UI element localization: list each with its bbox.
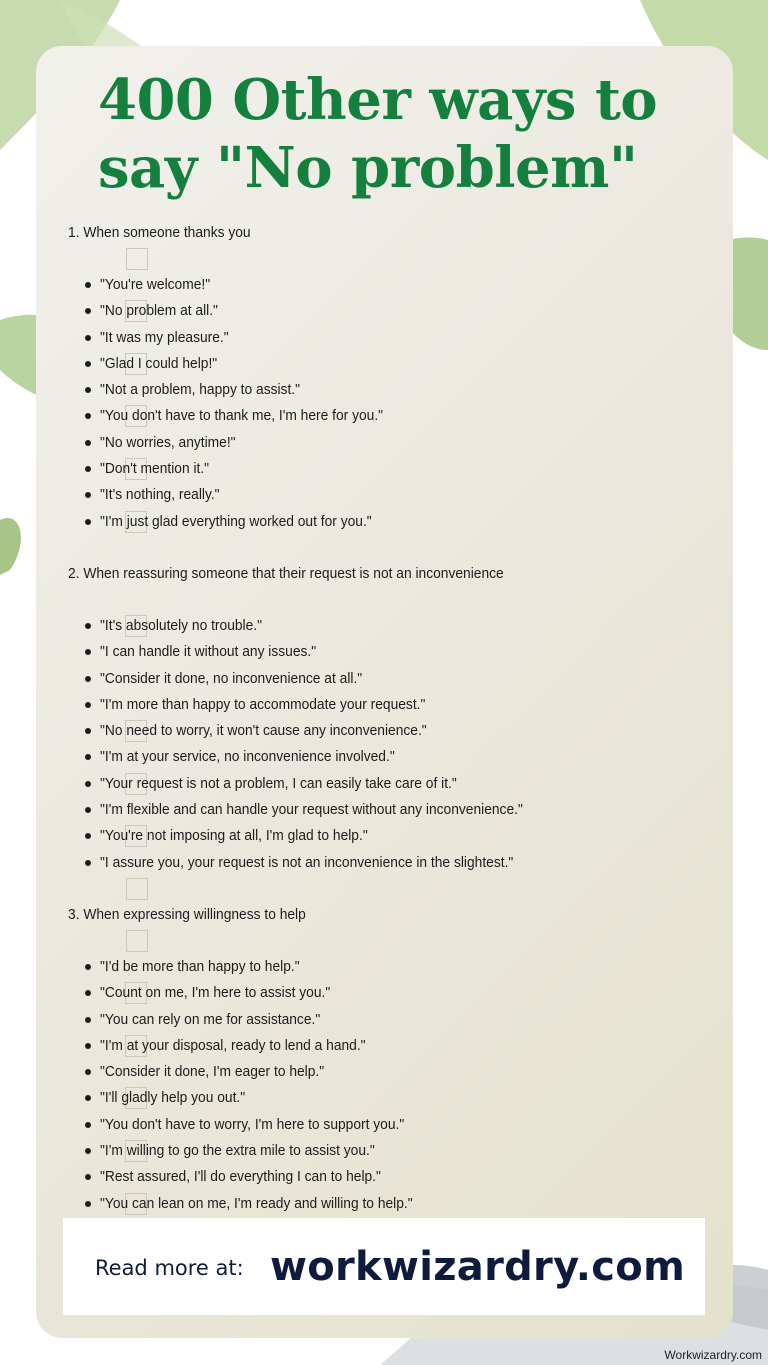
item-list — [68, 954, 708, 1217]
list-item: "Rest assured, I'll do everything I can to help." — [68, 1164, 708, 1190]
bullet-icon — [85, 649, 91, 655]
bullet-icon — [85, 466, 91, 472]
bullet-icon — [85, 1017, 91, 1023]
section-heading: 2. When reassuring someone that their request is not an inconvenience — [68, 564, 504, 582]
bullet-icon — [85, 361, 91, 367]
list-item: "I'd be more than happy to help." — [68, 954, 708, 980]
spacer — [68, 876, 708, 902]
bullet-icon — [85, 387, 91, 393]
list-item: "You can rely on me for assistance." — [68, 1007, 708, 1033]
list-item: "I'll gladly help you out." — [68, 1085, 708, 1111]
list-item: "You don't have to worry, I'm here to support you." — [68, 1112, 708, 1138]
credit-watermark: Workwizardry.com — [664, 1348, 762, 1362]
list-item: "It's nothing, really." — [68, 482, 708, 508]
website-link[interactable]: workwizardry.com — [270, 1244, 686, 1290]
bullet-icon — [85, 492, 91, 498]
bullet-icon — [85, 754, 91, 760]
bullet-icon — [85, 781, 91, 787]
bullet-icon — [85, 623, 91, 629]
spacer — [68, 928, 708, 954]
list-item: "Not a problem, happy to assist." — [68, 377, 708, 403]
bullet-icon — [85, 1069, 91, 1075]
list-item: "I'm at your disposal, ready to lend a hand." — [68, 1033, 708, 1059]
list-item: "No need to worry, it won't cause any inconvenience." — [68, 718, 708, 744]
bullet-icon — [85, 807, 91, 813]
list-item: "No problem at all." — [68, 298, 708, 324]
list-item: "Your request is not a problem, I can easily take care of it." — [68, 771, 708, 797]
bullet-icon — [85, 1201, 91, 1207]
bullet-icon — [85, 1043, 91, 1049]
list-item: "I'm more than happy to accommodate your request." — [68, 692, 708, 718]
bullet-icon — [85, 1122, 91, 1128]
list-item: "Don't mention it." — [68, 456, 708, 482]
list-item: "You're welcome!" — [68, 272, 708, 298]
list-item: "It was my pleasure." — [68, 325, 708, 351]
spacer — [68, 587, 708, 613]
list-item: "You're not imposing at all, I'm glad to help." — [68, 823, 708, 849]
section-heading: 3. When expressing willingness to help — [68, 905, 306, 923]
bullet-icon — [85, 335, 91, 341]
checkbox-outline-icon — [126, 248, 148, 270]
list-item: "It's absolutely no trouble." — [68, 613, 708, 639]
spacer — [68, 246, 708, 272]
bullet-icon — [85, 964, 91, 970]
bullet-icon — [85, 833, 91, 839]
bullet-icon — [85, 676, 91, 682]
section-heading: 1. When someone thanks you — [68, 224, 251, 241]
list-item: "You can lean on me, I'm ready and willing to help." — [68, 1191, 708, 1217]
bullet-icon — [85, 413, 91, 419]
bullet-icon — [85, 728, 91, 734]
list-item: "Consider it done, no inconvenience at all." — [68, 666, 708, 692]
list-item: "I'm flexible and can handle your request without any inconvenience." — [68, 797, 708, 823]
list-item: "I'm just glad everything worked out for you." — [68, 509, 708, 535]
item-list — [68, 613, 708, 876]
page-title: 400 Other ways to say "No problem" — [98, 67, 658, 201]
bullet-icon — [85, 1174, 91, 1180]
bullet-icon — [85, 282, 91, 288]
list-item: "I assure you, your request is not an inconvenience in the slightest." — [68, 850, 708, 876]
banner-label: Read more at: — [95, 1256, 244, 1280]
bullet-icon — [85, 990, 91, 996]
list-item: "Glad I could help!" — [68, 351, 708, 377]
bullet-icon — [85, 440, 91, 446]
bullet-icon — [85, 1095, 91, 1101]
bullet-icon — [85, 1148, 91, 1154]
checkbox-outline-icon — [126, 878, 148, 900]
list-item: "You don't have to thank me, I'm here for you." — [68, 403, 708, 429]
list-item: "I'm at your service, no inconvenience involved." — [68, 744, 708, 770]
bullet-icon — [85, 519, 91, 525]
spacer — [68, 535, 708, 561]
content-list — [68, 220, 708, 1217]
list-item: "Consider it done, I'm eager to help." — [68, 1059, 708, 1085]
checkbox-outline-icon — [126, 930, 148, 952]
bullet-icon — [85, 860, 91, 866]
bullet-icon — [85, 702, 91, 708]
list-item: "I can handle it without any issues." — [68, 639, 708, 665]
list-item: "Count on me, I'm here to assist you." — [68, 980, 708, 1006]
list-item: "I'm willing to go the extra mile to assist you." — [68, 1138, 708, 1164]
list-item: "No worries, anytime!" — [68, 430, 708, 456]
bullet-icon — [85, 308, 91, 314]
read-more-banner[interactable] — [63, 1218, 705, 1315]
item-list — [68, 272, 708, 535]
